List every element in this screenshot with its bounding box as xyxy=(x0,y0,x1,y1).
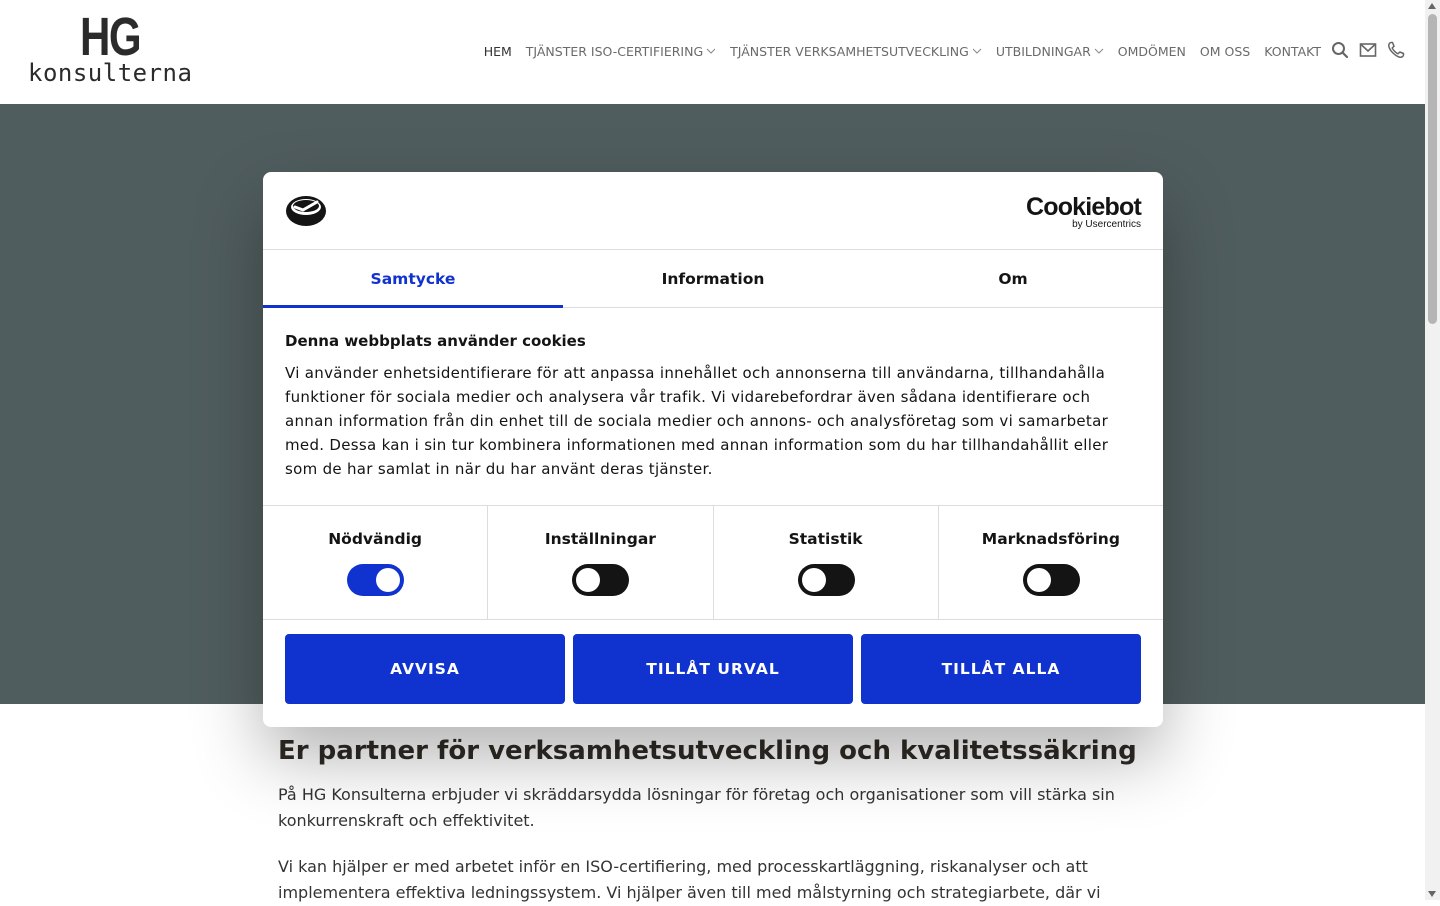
nav-item-iso-certifiering[interactable] xyxy=(526,44,716,59)
toggle-label-installningar: Inställningar xyxy=(544,530,656,548)
consent-title: Denna webbplats använder cookies xyxy=(285,332,586,350)
nav-item-utbildningar[interactable] xyxy=(996,44,1104,59)
nav-item-label: HEM xyxy=(483,43,512,59)
toggle-knob xyxy=(376,568,400,592)
toggle-knob xyxy=(1027,568,1051,592)
chevron-down-icon xyxy=(1094,46,1104,56)
toggle-cell-marknadsforing xyxy=(939,506,1163,619)
page-scrollbar[interactable] xyxy=(1425,0,1440,900)
toggle-switch-marknadsforing[interactable] xyxy=(1023,564,1080,596)
toggle-label-nodvandig: Nödvändig xyxy=(328,530,423,548)
consent-body xyxy=(285,330,1141,481)
main-content xyxy=(278,734,1158,906)
mail-icon[interactable] xyxy=(1359,41,1377,59)
allow-selection-button[interactable]: TILLÅT URVAL xyxy=(573,634,853,704)
nav-icons xyxy=(1321,41,1405,59)
reject-button[interactable]: AVVISA xyxy=(285,634,565,704)
toggle-cell-nodvandig xyxy=(263,506,488,619)
chevron-down-icon xyxy=(706,46,716,56)
logo-name-text: konsulterna xyxy=(28,59,193,87)
cookie-consent-dialog xyxy=(263,172,1163,727)
nav-item-verksamhetsutveckling[interactable] xyxy=(730,44,982,59)
dialog-tabs xyxy=(263,250,1163,308)
logo-hg-text: HG xyxy=(80,7,141,67)
consent-toggles xyxy=(263,505,1163,620)
nav-item-label: OMDÖMEN xyxy=(1117,43,1186,59)
scroll-down-arrow-icon[interactable] xyxy=(1428,891,1436,897)
toggle-cell-installningar xyxy=(488,506,713,619)
nav-item-label: UTBILDNINGAR xyxy=(995,43,1091,59)
toggle-cell-statistik xyxy=(714,506,939,619)
nav-item-label: OM OSS xyxy=(1199,43,1251,59)
nav-item-om-oss[interactable] xyxy=(1200,44,1250,59)
allow-all-button[interactable]: TILLÅT ALLA xyxy=(861,634,1141,704)
tab-samtycke[interactable]: Samtycke xyxy=(263,250,563,307)
chevron-down-icon xyxy=(972,46,982,56)
scroll-up-arrow-icon[interactable] xyxy=(1428,3,1436,9)
scrollbar-thumb[interactable] xyxy=(1428,14,1437,324)
site-logo[interactable] xyxy=(28,7,193,87)
nav-item-label: TJÄNSTER VERKSAMHETSUTVECKLING xyxy=(730,43,969,59)
intro-paragraph: På HG Konsulterna erbjuder vi skräddarsydda lösningar för företag och organisationer som vill stärka sin konkurrenskraft och effektivitet. xyxy=(278,785,1115,830)
toggle-switch-installningar[interactable] xyxy=(572,564,629,596)
nav-item-kontakt[interactable] xyxy=(1264,44,1321,59)
nav-item-label: TJÄNSTER ISO-CERTIFIERING xyxy=(525,43,704,59)
cookiebot-brand-sub: by Usercentrics xyxy=(1072,219,1141,230)
toggle-knob xyxy=(576,568,600,592)
toggle-label-marknadsforing: Marknadsföring xyxy=(981,530,1120,548)
nav-item-omdomen[interactable] xyxy=(1118,44,1186,59)
phone-icon[interactable] xyxy=(1387,41,1405,59)
toggle-switch-nodvandig[interactable] xyxy=(347,564,404,596)
page-heading: Er partner för verksamhetsutveckling och kvalitetssäkring xyxy=(278,736,1137,766)
consent-buttons xyxy=(285,634,1141,704)
main-nav xyxy=(470,40,1321,62)
cookiebot-logo-icon xyxy=(285,194,327,228)
cookiebot-brand[interactable] xyxy=(1026,194,1141,230)
services-paragraph: Vi kan hjälper er med arbetet inför en ISO-certifiering, med processkartläggning, riskanalyser och att implementera effektiva ledningssystem. Vi hjälper även till med målstyrning och strategiarbete, där vi xyxy=(278,857,1101,902)
search-icon[interactable] xyxy=(1331,41,1349,59)
tab-information[interactable]: Information xyxy=(661,269,765,288)
tab-om[interactable]: Om xyxy=(998,269,1028,288)
toggle-knob xyxy=(802,568,826,592)
cookiebot-brand-name: Cookiebot xyxy=(1025,193,1141,221)
dialog-header xyxy=(263,172,1163,250)
nav-item-label: KONTAKT xyxy=(1264,43,1321,59)
toggle-label-statistik: Statistik xyxy=(788,530,863,548)
site-header xyxy=(0,0,1425,104)
nav-item-hem[interactable] xyxy=(484,44,512,59)
consent-description: Vi använder enhetsidentifierare för att anpassa innehållet och annonserna till användarna, tillhandahålla funktioner för sociala medier och analysera vår trafik. Vi vidarebefordrar även sådana identifierare och annan information från din enhet till de sociala medier och annons- och analysföretag som vi samarbetar med. Dessa kan i sin tur kombinera informationen med annan information som du har tillhandahållit eller som de har samlat in när du har använt deras tjänster. xyxy=(285,364,1109,478)
toggle-switch-statistik[interactable] xyxy=(798,564,855,596)
